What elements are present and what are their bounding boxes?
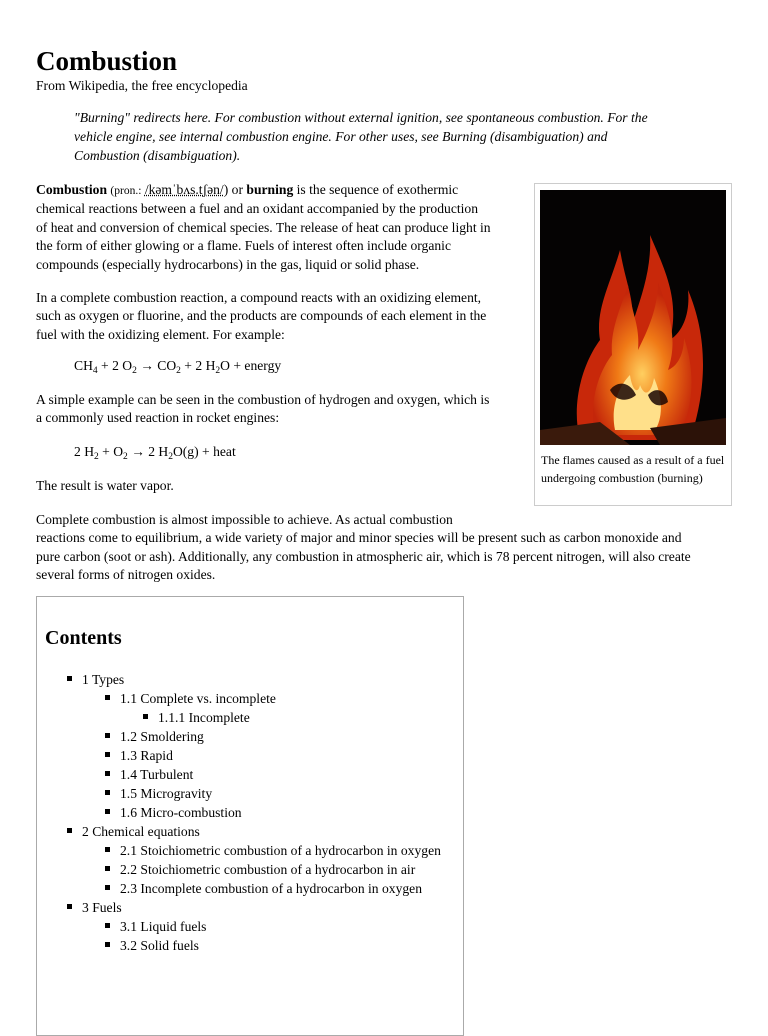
- intro-line: compounds (especially hydrocarbons) in the gas, liquid or solid phase.: [36, 256, 420, 272]
- hatnote-line: Combustion (disambiguation).: [74, 148, 241, 163]
- paragraph-hydrogen-example: [36, 391, 510, 428]
- hatnote: [74, 108, 734, 165]
- toc-item[interactable]: 1.3 Rapid: [37, 746, 441, 765]
- intro-text: is the sequence of exothermic: [296, 182, 459, 197]
- toc-item[interactable]: 2 Chemical equations: [37, 822, 441, 841]
- eq-subscript: 2: [132, 366, 137, 376]
- intro-term: Combustion: [36, 182, 108, 197]
- toc-item[interactable]: 3.1 Liquid fuels: [37, 917, 441, 936]
- intro-or: or: [231, 182, 243, 197]
- hatnote-line: "Burning" redirects here. For combustion without external ignition, see spontaneous combustion. For the: [74, 110, 648, 125]
- paragraph-line: reactions come to equilibrium, a wide variety of major and minor species will be present such as carbon monoxide and: [36, 530, 682, 546]
- paragraph-complete-combustion: [36, 289, 510, 344]
- eq-text: + O: [98, 444, 124, 459]
- toc-item[interactable]: 3.2 Solid fuels: [37, 936, 441, 955]
- paragraph-line: such as oxygen or fluorine, and the products are compounds of each element in the: [36, 308, 487, 324]
- pronunciation-close: ): [223, 182, 229, 197]
- toc-item[interactable]: 1.1.1 Incomplete: [37, 708, 441, 727]
- intro-line: [36, 181, 510, 200]
- eq-subscript: 2: [168, 452, 173, 462]
- toc-heading: Contents: [45, 627, 122, 649]
- paragraph-line: In a complete combustion reaction, a compound reacts with an oxidizing element,: [36, 290, 482, 305]
- intro-term-2: burning: [246, 182, 294, 197]
- flame-icon: [540, 190, 726, 445]
- pronunciation-ipa[interactable]: /kəmˈbʌs.tʃən/: [144, 182, 224, 197]
- eq-subscript: 2: [215, 366, 221, 376]
- eq-text: + 2 O: [97, 358, 133, 373]
- paragraph-line: fuel with the oxidizing element. For example:: [36, 326, 285, 342]
- eq-text: CH: [74, 358, 93, 373]
- eq-subscript: 4: [92, 366, 98, 376]
- eq-subscript: 2: [176, 366, 181, 376]
- paragraph-line: a commonly used reaction in rocket engines:: [36, 410, 280, 426]
- toc-item[interactable]: 1.1 Complete vs. incomplete: [37, 689, 441, 708]
- toc-item[interactable]: 1.4 Turbulent: [37, 765, 441, 784]
- paragraph-line: Complete combustion is almost impossible to achieve. As actual combustion: [36, 512, 453, 527]
- table-of-contents: [36, 596, 464, 1036]
- equation-methane: [74, 357, 281, 375]
- toc-list: [37, 670, 441, 955]
- paragraph-line: several forms of nitrogen oxides.: [36, 567, 216, 583]
- toc-item[interactable]: 1.5 Microgravity: [37, 784, 441, 803]
- toc-item[interactable]: 1.2 Smoldering: [37, 727, 441, 746]
- intro-line: of heat and conversion of chemical species. The release of heat can produce light in: [36, 219, 491, 235]
- toc-item[interactable]: 2.3 Incomplete combustion of a hydrocarbon in oxygen: [37, 879, 441, 898]
- toc-item[interactable]: 1.6 Micro-combustion: [37, 803, 441, 822]
- hatnote-line: vehicle engine, see internal combustion engine. For other uses, see Burning (disambiguation) and: [74, 129, 608, 144]
- eq-text: O + energy: [220, 358, 282, 373]
- flame-image[interactable]: [540, 190, 726, 445]
- intro-line: chemical reactions between a fuel and an oxidant accompanied by the production: [36, 201, 478, 217]
- toc-item[interactable]: 2.2 Stoichiometric combustion of a hydrocarbon in air: [37, 860, 441, 879]
- intro-line: the form of either glowing or a flame. Fuels of interest often include organic: [36, 238, 451, 254]
- toc-item[interactable]: 2.1 Stoichiometric combustion of a hydrocarbon in oxygen: [37, 841, 441, 860]
- page-subtitle: From Wikipedia, the free encyclopedia: [36, 78, 248, 93]
- eq-subscript: 2: [123, 452, 128, 462]
- equation-hydrogen: [74, 443, 236, 461]
- eq-text: 2 H: [74, 444, 95, 459]
- page-title: Combustion: [36, 46, 178, 76]
- eq-text: → 2 H: [127, 444, 169, 459]
- toc-item[interactable]: 3 Fuels: [37, 898, 441, 917]
- figure-thumbnail: [534, 183, 732, 506]
- eq-subscript: 2: [94, 452, 99, 462]
- pronunciation-label: (pron.:: [110, 185, 142, 197]
- paragraph-equilibrium: [36, 511, 726, 585]
- intro-paragraph: [36, 181, 510, 274]
- eq-text: → CO: [136, 358, 177, 373]
- paragraph-line: pure carbon (soot or ash). Additionally, any combustion in atmospheric air, which is 78 percent nitrogen, will also create: [36, 548, 691, 564]
- toc-item[interactable]: 1 Types: [37, 670, 441, 689]
- eq-text: O(g) + heat: [172, 444, 236, 459]
- paragraph-line: A simple example can be seen in the combustion of hydrogen and oxygen, which is: [36, 392, 490, 407]
- figure-caption: The flames caused as a result of a fuel undergoing combustion (burning): [541, 453, 725, 485]
- eq-text: + 2 H: [180, 358, 216, 373]
- paragraph-result: The result is water vapor.: [36, 478, 174, 493]
